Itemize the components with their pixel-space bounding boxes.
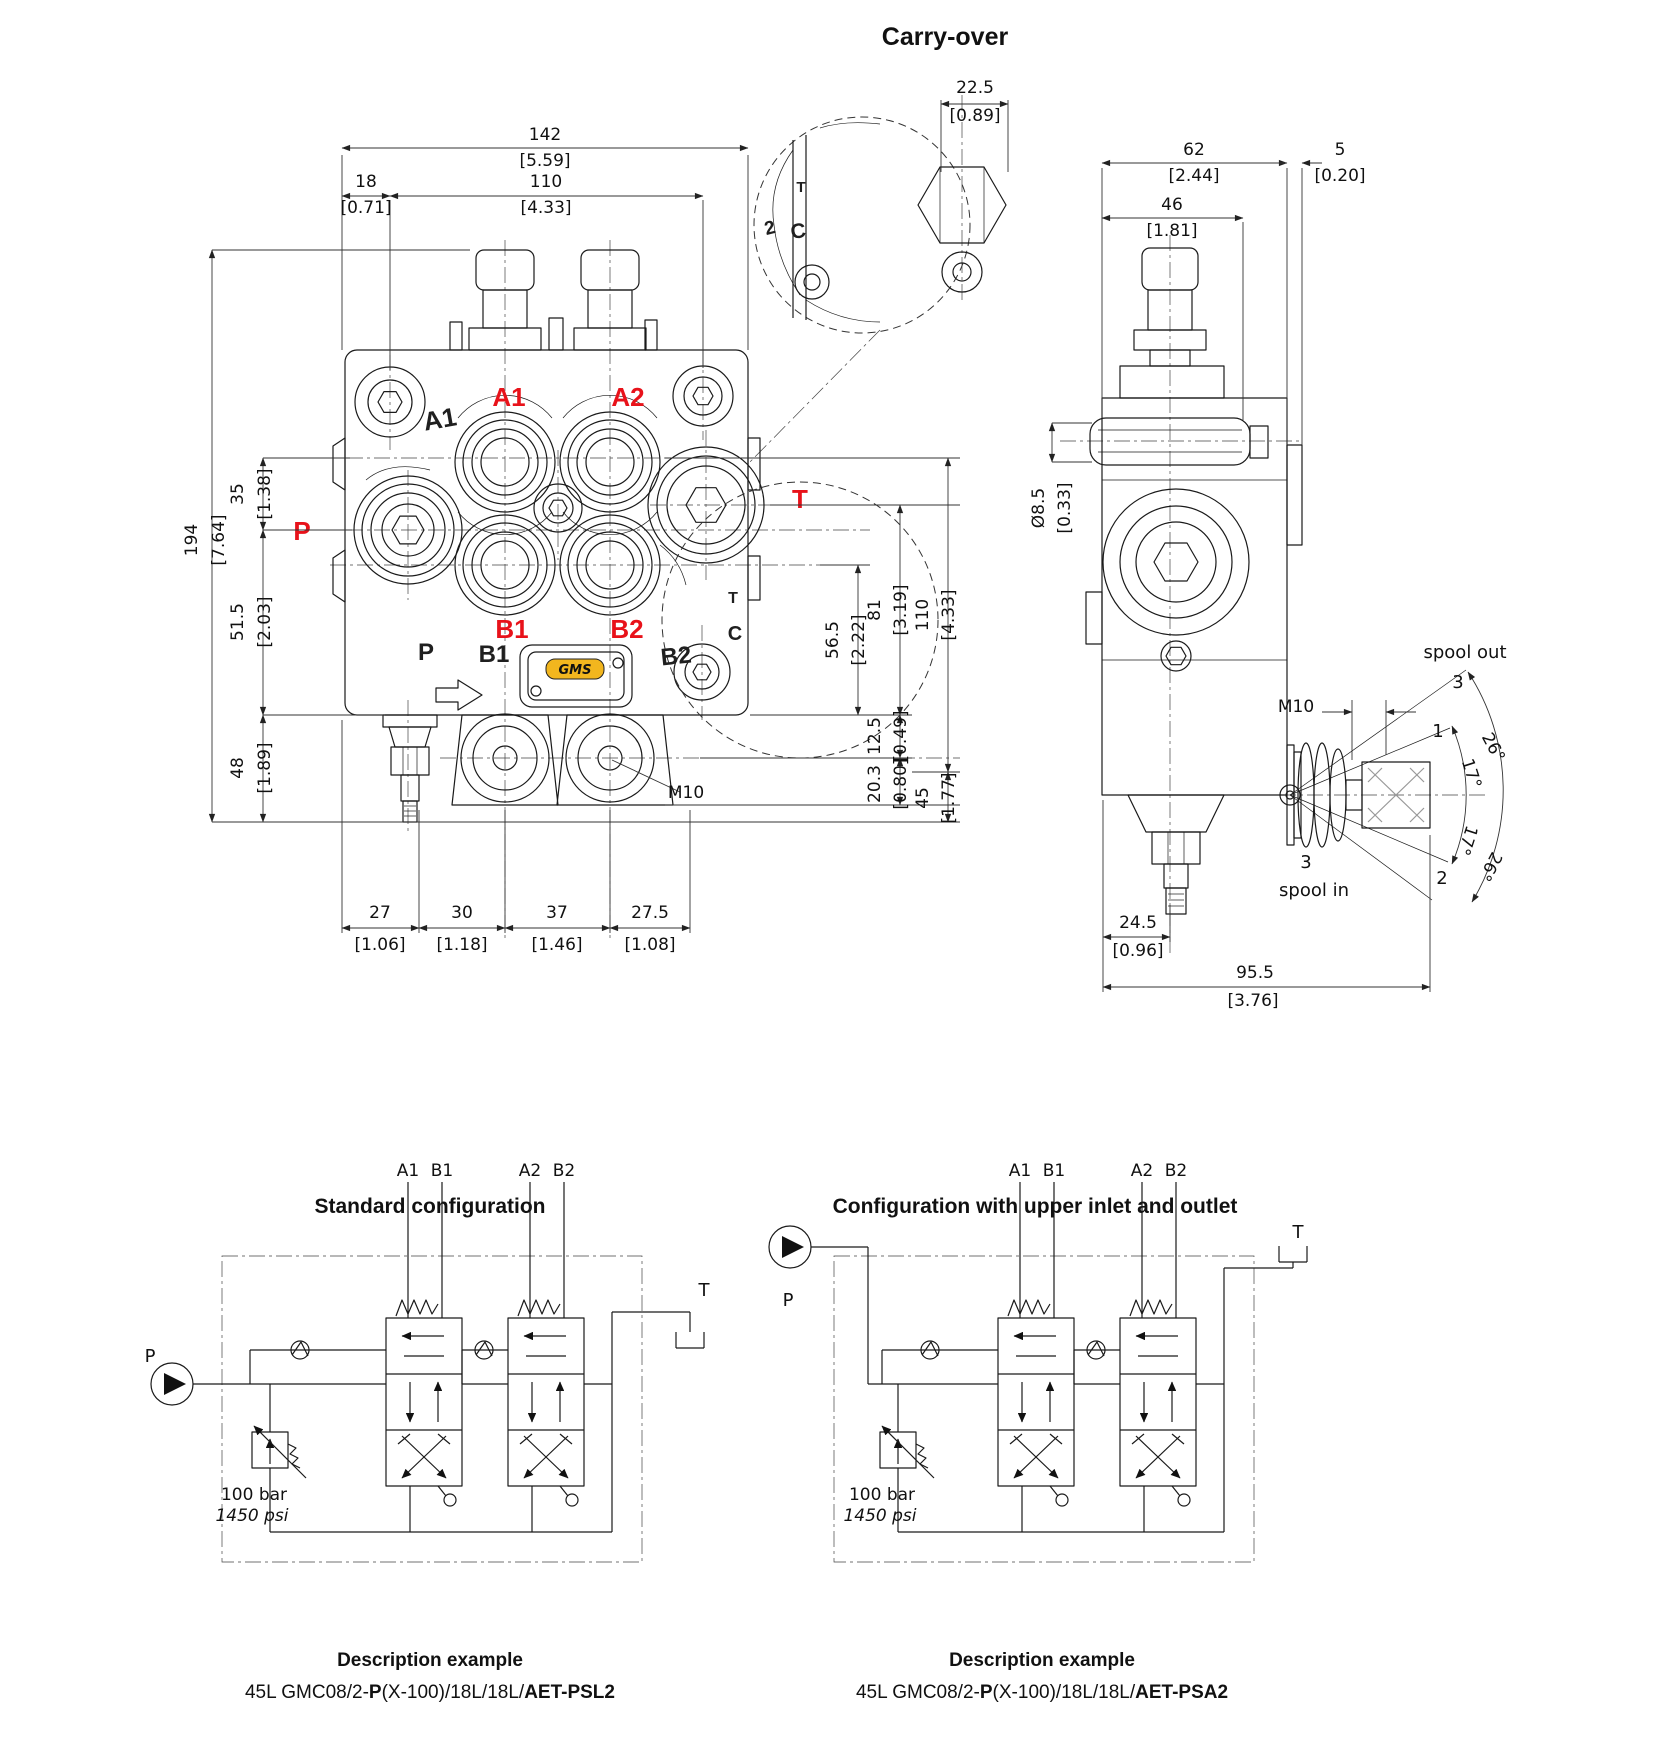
- dim-5-in: [0.20]: [1314, 166, 1366, 186]
- angle-17-bottom: 17°: [1452, 822, 1482, 858]
- dim-5: 5: [1334, 140, 1346, 160]
- front-m10-label: M10: [667, 783, 705, 803]
- carryover-embossed-c: C: [789, 219, 808, 244]
- dim-110-top-in: [4.33]: [520, 198, 572, 218]
- angle-17-top: 17°: [1456, 756, 1486, 792]
- dim-12-5-in: [0.49]: [891, 710, 911, 762]
- valve-symbol-1: [386, 1300, 462, 1506]
- dim-35-in: [1.38]: [255, 468, 275, 520]
- description-code-right: [856, 1682, 1228, 1703]
- spool-pos-2: 2: [1436, 868, 1448, 889]
- dim-35: 35: [228, 483, 248, 505]
- dim-18: 18: [355, 172, 377, 192]
- spool-pos-1: 1: [1432, 721, 1444, 742]
- dim-48-in: [1.89]: [255, 742, 275, 794]
- dim-27: 27: [369, 903, 391, 923]
- schematic-standard: [145, 1161, 711, 1703]
- schematic-left-a1: A1: [396, 1161, 420, 1181]
- carry-over-title: Carry-over: [881, 23, 1009, 51]
- angle-26-top: 26°: [1476, 729, 1509, 766]
- dim-56-5: 56.5: [823, 621, 843, 659]
- valve-symbol-2-right: [1120, 1300, 1196, 1506]
- embossed-p: P: [417, 639, 435, 666]
- schematic-right-p: P: [782, 1290, 794, 1311]
- code-right-4: AET-PSA2: [1135, 1682, 1229, 1703]
- flow-direction-arrow: [436, 680, 482, 710]
- carry-over-detail: [748, 23, 1008, 464]
- dim-110-top: 110: [529, 172, 563, 192]
- side-view-dimensions: [1029, 140, 1430, 1011]
- dim-8-5-in: [0.33]: [1055, 482, 1075, 534]
- relief-valve-right: [880, 1426, 934, 1478]
- dim-194-in: [7.64]: [209, 514, 229, 566]
- side-view: [1060, 235, 1509, 955]
- dim-95-5: 95.5: [1236, 963, 1274, 983]
- dim-110-right: 110: [913, 598, 933, 632]
- dim-194: 194: [182, 523, 202, 557]
- dim-45-in: [1.77]: [939, 772, 959, 824]
- dim-18-in: [0.71]: [340, 198, 392, 218]
- dim-22-5-in: [0.89]: [949, 106, 1001, 126]
- relief-pressure-psi: 1450 psi: [215, 1506, 289, 1526]
- description-title-left: Description example: [337, 1650, 523, 1671]
- dim-62-in: [2.44]: [1168, 166, 1220, 186]
- description-code-left: [245, 1682, 615, 1703]
- schematic-upper-inlet-outlet: [769, 1161, 1307, 1703]
- dim-142: 142: [528, 125, 562, 145]
- schematic-right-b1: B1: [1042, 1161, 1066, 1181]
- dim-62: 62: [1183, 140, 1205, 160]
- dim-22-5-mm: 22.5: [956, 78, 994, 98]
- dim-51-5: 51.5: [228, 603, 248, 641]
- embossed-b1: B1: [478, 641, 510, 668]
- schematic-left-b1: B1: [430, 1161, 454, 1181]
- code-left-2: P: [368, 1682, 382, 1703]
- dim-27-5-in: [1.08]: [624, 935, 676, 955]
- dim-56-5-in: [2.22]: [849, 614, 869, 666]
- embossed-t: T: [728, 590, 738, 607]
- relief-pressure-psi-right: 1450 psi: [843, 1506, 917, 1526]
- schematic-left-title: Standard configuration: [314, 1195, 546, 1218]
- port-label-a2: A2: [611, 382, 645, 412]
- schematic-right-title: Configuration with upper inlet and outlet: [832, 1195, 1238, 1218]
- port-label-b2: B2: [610, 614, 644, 644]
- tank-symbol: [676, 1332, 704, 1348]
- schematic-right-a1: A1: [1008, 1161, 1032, 1181]
- carryover-embossed-t: T: [796, 179, 806, 196]
- dim-20-3: 20.3: [865, 765, 885, 803]
- embossed-b2: B2: [659, 641, 693, 672]
- spool-in-label: spool in: [1279, 880, 1349, 901]
- code-right-3: (X-100)/18L/18L/: [992, 1682, 1136, 1703]
- code-left-4: AET-PSL2: [524, 1682, 616, 1703]
- schematic-right-b2: B2: [1164, 1161, 1188, 1181]
- dim-24-5: 24.5: [1119, 913, 1157, 933]
- angle-26-bottom: 26°: [1473, 848, 1506, 885]
- valve-symbol-1-right: [998, 1300, 1074, 1506]
- schematic-left-a2: A2: [518, 1161, 542, 1181]
- dim-81-in: [3.19]: [891, 584, 911, 636]
- carryover-embossed-2: 2: [762, 217, 778, 240]
- dim-37-in: [1.46]: [531, 935, 583, 955]
- dim-110-right-in: [4.33]: [939, 589, 959, 641]
- gms-logo-text: GMS: [558, 663, 592, 678]
- dim-8-5: Ø8.5: [1029, 487, 1049, 529]
- relief-pressure-bar-right: 100 bar: [848, 1485, 916, 1505]
- code-left-3: (X-100)/18L/18L/: [381, 1682, 525, 1703]
- dim-12-5: 12.5: [865, 717, 885, 755]
- dim-51-5-in: [2.03]: [255, 596, 275, 648]
- dim-30-in: [1.18]: [436, 935, 488, 955]
- dim-27-5: 27.5: [631, 903, 669, 923]
- dim-46: 46: [1161, 195, 1183, 215]
- front-view: [293, 240, 960, 940]
- dim-142-in: [5.59]: [519, 151, 571, 171]
- relief-pressure-bar: 100 bar: [220, 1485, 288, 1505]
- relief-valve: [252, 1426, 306, 1478]
- dim-24-5-in: [0.96]: [1112, 941, 1164, 961]
- port-label-b1: B1: [495, 614, 529, 644]
- spool-out-label: spool out: [1423, 642, 1507, 663]
- schematic-left-p: P: [144, 1346, 156, 1367]
- pump-symbol: [151, 1363, 193, 1405]
- valve-symbol-2: [508, 1300, 584, 1506]
- code-left-1: 45L GMC08/2-: [244, 1682, 369, 1703]
- dim-48: 48: [228, 757, 248, 779]
- dim-20-3-in: [0.80]: [891, 758, 911, 810]
- dim-37: 37: [546, 903, 568, 923]
- dim-45: 45: [913, 787, 933, 809]
- gms-logo-plate: [520, 645, 632, 707]
- schematic-right-a2: A2: [1130, 1161, 1154, 1181]
- embossed-c: C: [727, 623, 743, 645]
- port-label-t: T: [792, 484, 808, 514]
- schematic-left-b2: B2: [552, 1161, 576, 1181]
- schematic-right-t: T: [1292, 1222, 1304, 1243]
- dim-27-in: [1.06]: [354, 935, 406, 955]
- dim-30: 30: [451, 903, 473, 923]
- port-label-a1: A1: [492, 382, 526, 412]
- dim-46-in: [1.81]: [1146, 221, 1198, 241]
- side-m10-label: M10: [1277, 697, 1315, 717]
- description-title-right: Description example: [949, 1650, 1135, 1671]
- schematic-left-t: T: [698, 1280, 710, 1301]
- dim-81: 81: [865, 599, 885, 621]
- port-label-p: P: [293, 516, 311, 546]
- code-right-2: P: [979, 1682, 993, 1703]
- spool-pos-3-top: 3: [1452, 672, 1464, 693]
- code-right-1: 45L GMC08/2-: [855, 1682, 980, 1703]
- spool-pos-3-bottom: 3: [1300, 852, 1312, 873]
- pump-symbol-right: [769, 1226, 811, 1268]
- embossed-a1: A1: [420, 401, 459, 437]
- dim-95-5-in: [3.76]: [1227, 991, 1279, 1011]
